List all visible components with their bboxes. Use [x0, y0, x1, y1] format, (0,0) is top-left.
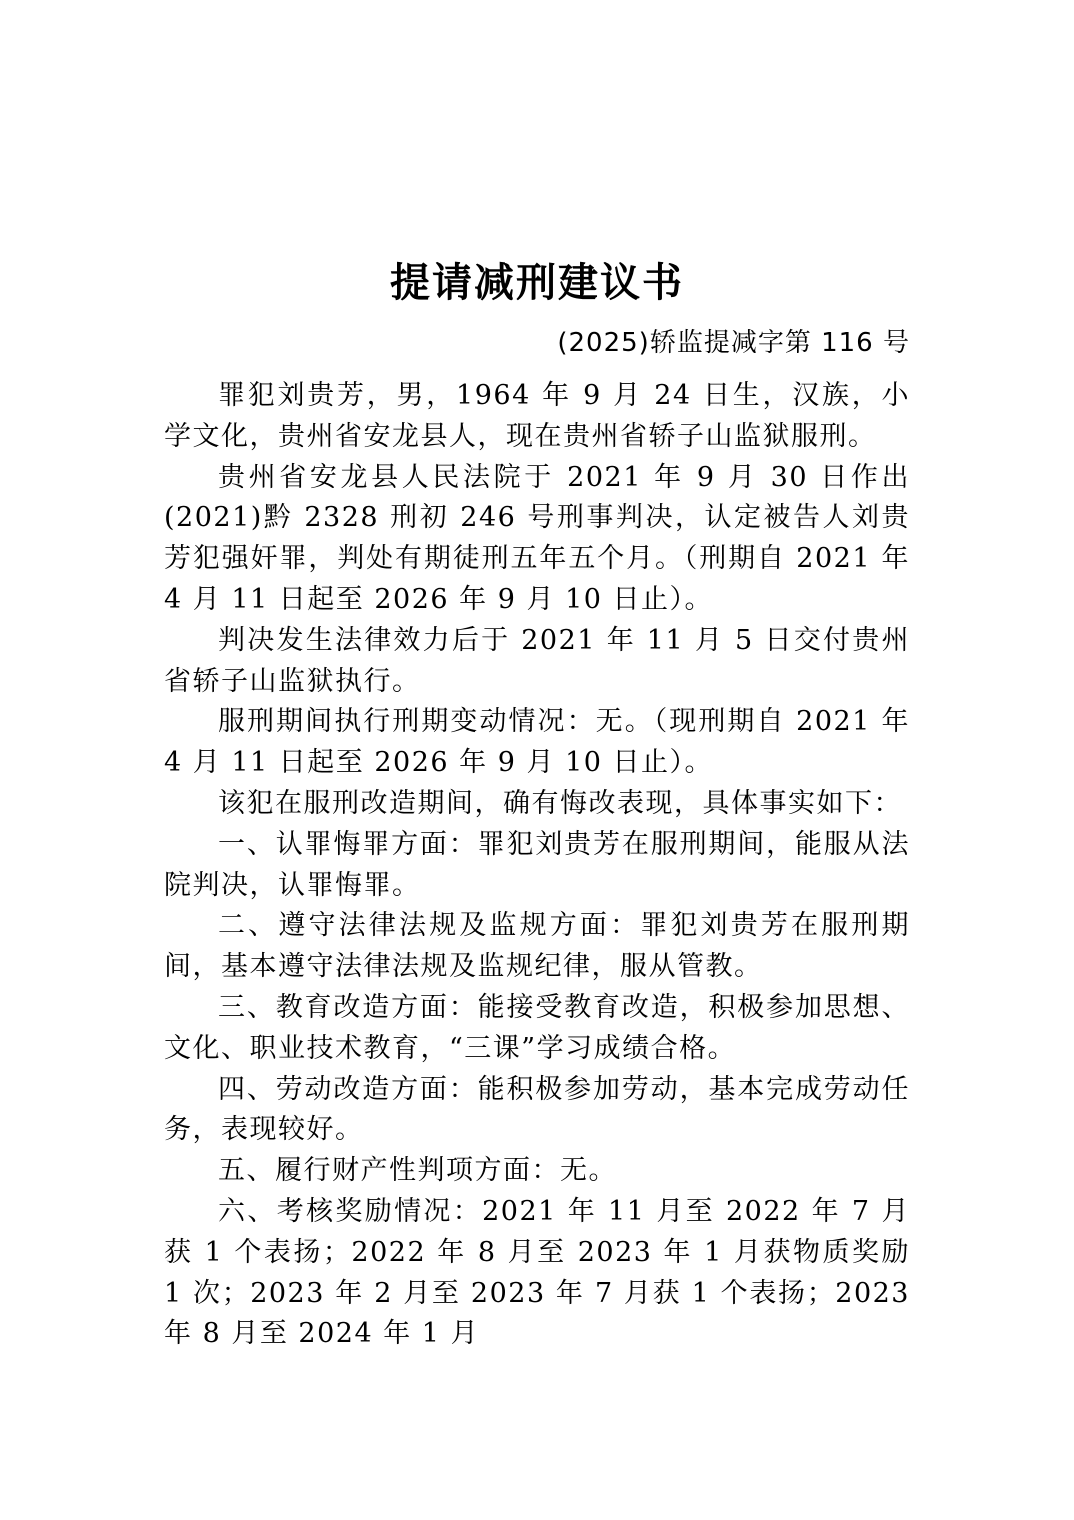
paragraph-rewards: 六、考核奖励情况：2021 年 11 月至 2022 年 7 月获 1 个表扬；2022 年 8 月至 2023 年 1 月获物质奖励 1 次；2023 年 2 月至 2023 年 7 月获 1 个表扬；2023 年 8 月至 2024 年 1 月 — [164, 1195, 910, 1350]
paragraph-repentance: 一、认罪悔罪方面：罪犯刘贵芳在服刑期间，能服从法院判决，认罪悔罪。 — [164, 828, 910, 901]
document-title: 提请减刑建议书 — [390, 259, 684, 306]
document-body — [164, 376, 910, 1355]
paragraph-sentence-changes: 服刑期间执行刑期变动情况：无。（现刑期自 2021 年 4 月 11 日起至 2026 年 9 月 10 日止）。 — [164, 706, 910, 779]
paragraph-execution: 判决发生法律效力后于 2021 年 11 月 5 日交付贵州省轿子山监狱执行。 — [164, 624, 910, 697]
paragraph-labor: 四、劳动改造方面：能积极参加劳动，基本完成劳动任务，表现较好。 — [164, 1073, 910, 1146]
document-number: (2025)轿监提减字第 116 号 — [557, 328, 910, 358]
paragraph-criminal-info: 罪犯刘贵芳，男，1964 年 9 月 24 日生，汉族，小学文化，贵州省安龙县人，现在贵州省轿子山监狱服刑。 — [164, 380, 910, 452]
paragraph-discipline: 二、遵守法律法规及监规方面：罪犯刘贵芳在服刑期间，基本遵守法律法规及监规纪律，服从管教。 — [164, 910, 910, 983]
paragraph-education: 三、教育改造方面：能接受教育改造，积极参加思想、文化、职业技术教育，“三课”学习成绩合格。 — [164, 991, 910, 1064]
paragraph-facts-intro: 该犯在服刑改造期间，确有悔改表现，具体事实如下： — [218, 787, 902, 819]
paragraph-property: 五、履行财产性判项方面：无。 — [218, 1155, 617, 1187]
paragraph-judgment: 贵州省安龙县人民法院于 2021 年 9 月 30 日作出(2021)黔 2328 刑初 246 号刑事判决，认定被告人刘贵芳犯强奸罪，判处有期徒刑五年五个月。（刑期自 2021 年 4 月 11 日起至 2026 年 9 月 10 日止）。 — [164, 461, 910, 615]
